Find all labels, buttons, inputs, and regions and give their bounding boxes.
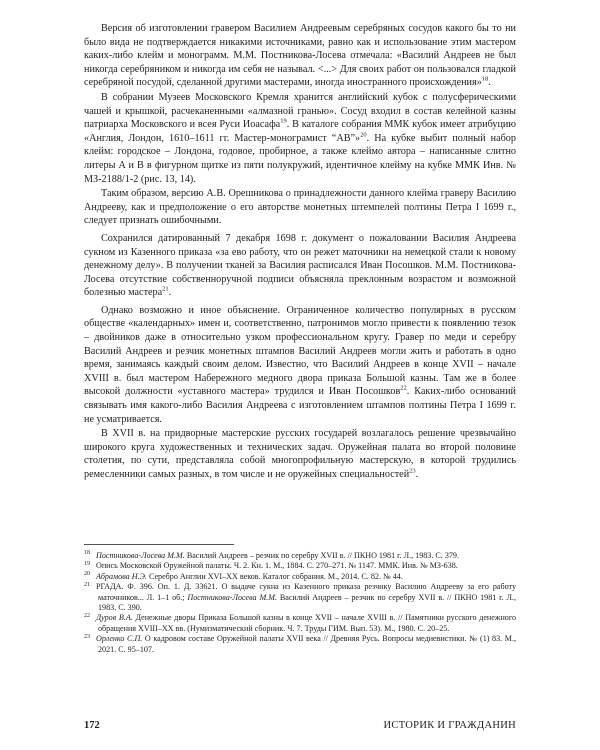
footnote-ref-22[interactable]: 22 bbox=[400, 385, 407, 393]
footnote-ref-18[interactable]: 18 bbox=[481, 75, 489, 83]
footnote-ref-20[interactable]: 20 bbox=[360, 131, 367, 139]
footnote-22: 22 Дуров В.А. Денежные дворы Приказа Большой казны в конце XVII – начале XVIII в. // Памятники русского денежного обращения XVIII–XX вв. (Нумизматический сборник. Ч. 7. Труды ГИМ. Вып. 53). М., 1980. С. 20–25. bbox=[84, 612, 516, 633]
paragraph-4: Сохранился датированный 7 декабря 1698 г. документ о пожаловании Василия Андреева сукном из Казенного приказа «за ево работу, что он режет маточники на немецкой стали к новому денежному делу». В получении тканей за Василия расписался Иван Посошков. М.М. Постникова-Лосева отсутствие собственноручной подписи объясняла преклонным возрастом и возможной болезнью мастера$^{21}$. bbox=[84, 232, 516, 299]
footnotes bbox=[84, 551, 516, 655]
paragraph-2: В собрании Музеев Московского Кремля хранится английский кубок с полусферическими чашей и крышкой, расчеканенными «алмазной гранью». Сосуд входил в состав келейной казны патриарха Московского и всея Руси Иоасафа$^{19}$. В каталоге собрания ММК кубок имеет атрибуцию «Англия, Лондон, 1610–1611 гг. Мастер-монограмист “АВ”»$^{20}$. На кубке выбит полный набор клейм: городское – Лондона, годовое, пробирное, а также клеймо автора – написанные слитно литеры A и B в фигурном щитке из пяти полукружий, идентичное клейму на кубке ММК Инв. № МЗ-2188/1-2 (рис. 13, 14). bbox=[84, 91, 516, 185]
footnote-ref-21[interactable]: 21 bbox=[162, 285, 169, 293]
running-title: ИСТОРИК И ГРАЖДАНИН bbox=[383, 720, 516, 731]
page-number: 172 bbox=[84, 720, 100, 731]
paragraph-3: Таким образом, версию А.В. Орешникова о принадлежности данного клейма граверу Василию Андрееву, как и предположение о его авторстве монетных штемпелей полтины Петра I 1699 г., следует признать ошибочными. bbox=[84, 188, 516, 227]
paragraph-6: В XVII в. на придворные мастерские русских государей возлагалось решение чрезвычайно широкого круга художественных и технических задач. Оружейная палата во второй половине столетия, по сути, представляла собой многопрофильную мастерскую, в которой трудились ремесленники самых разных, в том числе и не оружейных специальностей$^{23}$. bbox=[84, 428, 516, 480]
footnote-18: 18 Постникова-Лосева М.М. Василий Андреев – резчик по серебру XVII в. // ПКНО 1981 г. Л., 1983. С. 379. bbox=[84, 550, 460, 560]
footnote-ref-23[interactable]: 23 bbox=[409, 467, 416, 475]
footnote-23: 23 Орленко С.П. О кадровом составе Оружейной палаты XVII века // Древняя Русь. Вопросы медиевистики. № (1) 83. М., 2021. С. 95–107. bbox=[84, 633, 516, 654]
footnote-21: 21 РГАДА. Ф. 396. Оп. 1. Д. 33621. О выдаче сукна из Казенного приказа резчику Василию Андрееву за его работу маточников... Л. 1–1 об.; Постникова-Лосева М.М. Василий Андреев – резчик по серебру XVII в. // ПКНО 1981 г. Л., 1983. С. 390. bbox=[84, 581, 516, 613]
page-footer bbox=[84, 720, 516, 734]
paragraph-5: Однако возможно и иное объяснение. Ограниченное количество популярных в русском обществе «календарных» имен и, соответственно, патронимов могло привести к появлению тезок – двойников даже в относительно узком профессиональном кругу. Гравер по меди и серебру Василий Андреев и резчик монетных штампов Василий Андреев могли жить и работать в одно время, занимаясь каждый своим делом. Известно, что Василий Андреев в конце XVII – начале XVIII в. был мастером Набережного медного двора приказа Большой казны. Там же в более высокой должности «уставного мастера» трудился и Иван Посошков$^{22}$. Каких-либо оснований связывать имя какого-либо Василия Андреева с изготовлением штампов полтины Петра I 1699 г. не усматривается. bbox=[84, 304, 516, 425]
footnote-19: 19 Опись Московской Оружейной палаты. Ч. 2. Кн. 1. М., 1884. С. 270–271. № 1147. ММК. Инв. № МЗ-638. bbox=[84, 560, 458, 571]
footnote-20: 20 Абрамова Н.Э. Серебро Англии XVI–XX веков. Каталог собрания. М., 2014. С. 82. № 44. bbox=[84, 571, 403, 581]
article-body bbox=[84, 22, 516, 483]
paragraph-1: Версия об изготовлении гравером Василием Андреевым серебряных сосудов какого бы то ни было вида не подтверждается никакими источниками, равно как и использование этим мастером каких-либо клейм и монограмм. М.М. Постникова-Лосева отмечала: «Василий Андреев не был никогда серебряником и никогда им себя не называл. <...> Для своих работ он пользовался гладкой серебряной посудой, сделанной другими мастерами, иногда иностранного происхождения»$^{18}$. bbox=[84, 23, 516, 89]
footnote-ref-19[interactable]: 19 bbox=[280, 117, 287, 125]
footnote-divider bbox=[84, 544, 234, 545]
